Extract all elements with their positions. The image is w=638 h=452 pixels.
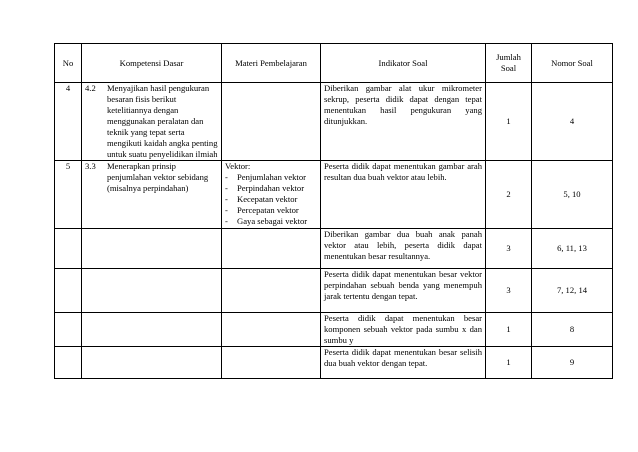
- header-indikator: Indikator Soal: [321, 44, 486, 83]
- jumlah-soal-cell: 1: [486, 347, 532, 379]
- header-jumlah-soal: Jumlah Soal: [486, 44, 532, 83]
- header-no: No: [55, 44, 82, 83]
- header-row: [55, 44, 613, 83]
- table-row: [55, 347, 613, 379]
- table-row: [55, 313, 613, 347]
- kompetensi-dasar-cell: [82, 161, 222, 229]
- row-no: 5: [55, 161, 82, 229]
- row-no: [55, 313, 82, 347]
- jumlah-soal-cell: 1: [486, 313, 532, 347]
- jumlah-soal-cell: 3: [486, 229, 532, 269]
- materi-cell: [222, 83, 321, 161]
- kompetensi-dasar-cell: [82, 313, 222, 347]
- nomor-soal-cell: 8: [532, 313, 613, 347]
- materi-title: Vektor:: [225, 161, 251, 171]
- materi-cell: [222, 313, 321, 347]
- kd-number: 3.3: [85, 161, 96, 171]
- jumlah-soal-cell: 1: [486, 83, 532, 161]
- header-kompetensi-dasar: Kompetensi Dasar: [82, 44, 222, 83]
- list-item: - Kecepatan vektor: [225, 194, 298, 204]
- materi-cell: [222, 347, 321, 379]
- list-item: - Perpindahan vektor: [225, 183, 305, 193]
- header-nomor-soal: Nomor Soal: [532, 44, 613, 83]
- indikator-cell: Peserta didik dapat menentukan besar komponen sebuah vektor pada sumbu x dan sumbu y: [321, 313, 486, 347]
- materi-cell: [222, 229, 321, 269]
- table-row: [55, 269, 613, 313]
- table-row: [55, 161, 613, 229]
- row-no: [55, 229, 82, 269]
- kompetensi-dasar-cell: [82, 347, 222, 379]
- kd-text: Menyajikan hasil pengukuran besaran fisis berikut ketelitiannya dengan menggunakan peralatan dan teknik yang tepat serta mengikuti kaidah angka penting untuk suatu penyelidikan ilmiah: [107, 83, 218, 159]
- indikator-cell: Diberikan gambar dua buah anak panah vektor atau lebih, peserta didik dapat menentukan besar resultannya.: [321, 229, 486, 269]
- jumlah-soal-cell: 2: [486, 161, 532, 229]
- nomor-soal-cell: 6, 11, 13: [532, 229, 613, 269]
- table-row: [55, 229, 613, 269]
- indikator-cell: Diberikan gambar alat ukur mikrometer sekrup, peserta didik dapat dengan tepat menentukan hasil pengukuran yang ditunjukkan.: [321, 83, 486, 161]
- indikator-cell: Peserta didik dapat menentukan gambar arah resultan dua buah vektor atau lebih.: [321, 161, 486, 229]
- materi-cell: [222, 269, 321, 313]
- indikator-cell: Peserta didik dapat menentukan besar vektor perpindahan sebuah benda yang menempuh jarak tertentu dengan tepat.: [321, 269, 486, 313]
- table-row: [55, 83, 613, 161]
- row-no: [55, 347, 82, 379]
- row-no: [55, 269, 82, 313]
- kd-text: Menerapkan prinsip penjumlahan vektor sebidang (misalnya perpindahan): [107, 161, 209, 193]
- list-item: - Penjumlahan vektor: [225, 172, 306, 182]
- kompetensi-dasar-cell: [82, 229, 222, 269]
- materi-list: [225, 172, 317, 227]
- materi-cell: [222, 161, 321, 229]
- kompetensi-dasar-cell: [82, 83, 222, 161]
- kisi-kisi-table: [54, 43, 613, 379]
- row-no: 4: [55, 83, 82, 161]
- list-item: - Gaya sebagai vektor: [225, 216, 308, 226]
- nomor-soal-cell: 5, 10: [532, 161, 613, 229]
- list-item: - Percepatan vektor: [225, 205, 299, 215]
- jumlah-soal-cell: 3: [486, 269, 532, 313]
- kompetensi-dasar-cell: [82, 269, 222, 313]
- nomor-soal-cell: 7, 12, 14: [532, 269, 613, 313]
- nomor-soal-cell: 4: [532, 83, 613, 161]
- nomor-soal-cell: 9: [532, 347, 613, 379]
- header-materi: Materi Pembelajaran: [222, 44, 321, 83]
- indikator-cell: Peserta didik dapat menentukan besar selisih dua buah vektor dengan tepat.: [321, 347, 486, 379]
- kd-number: 4.2: [85, 83, 96, 93]
